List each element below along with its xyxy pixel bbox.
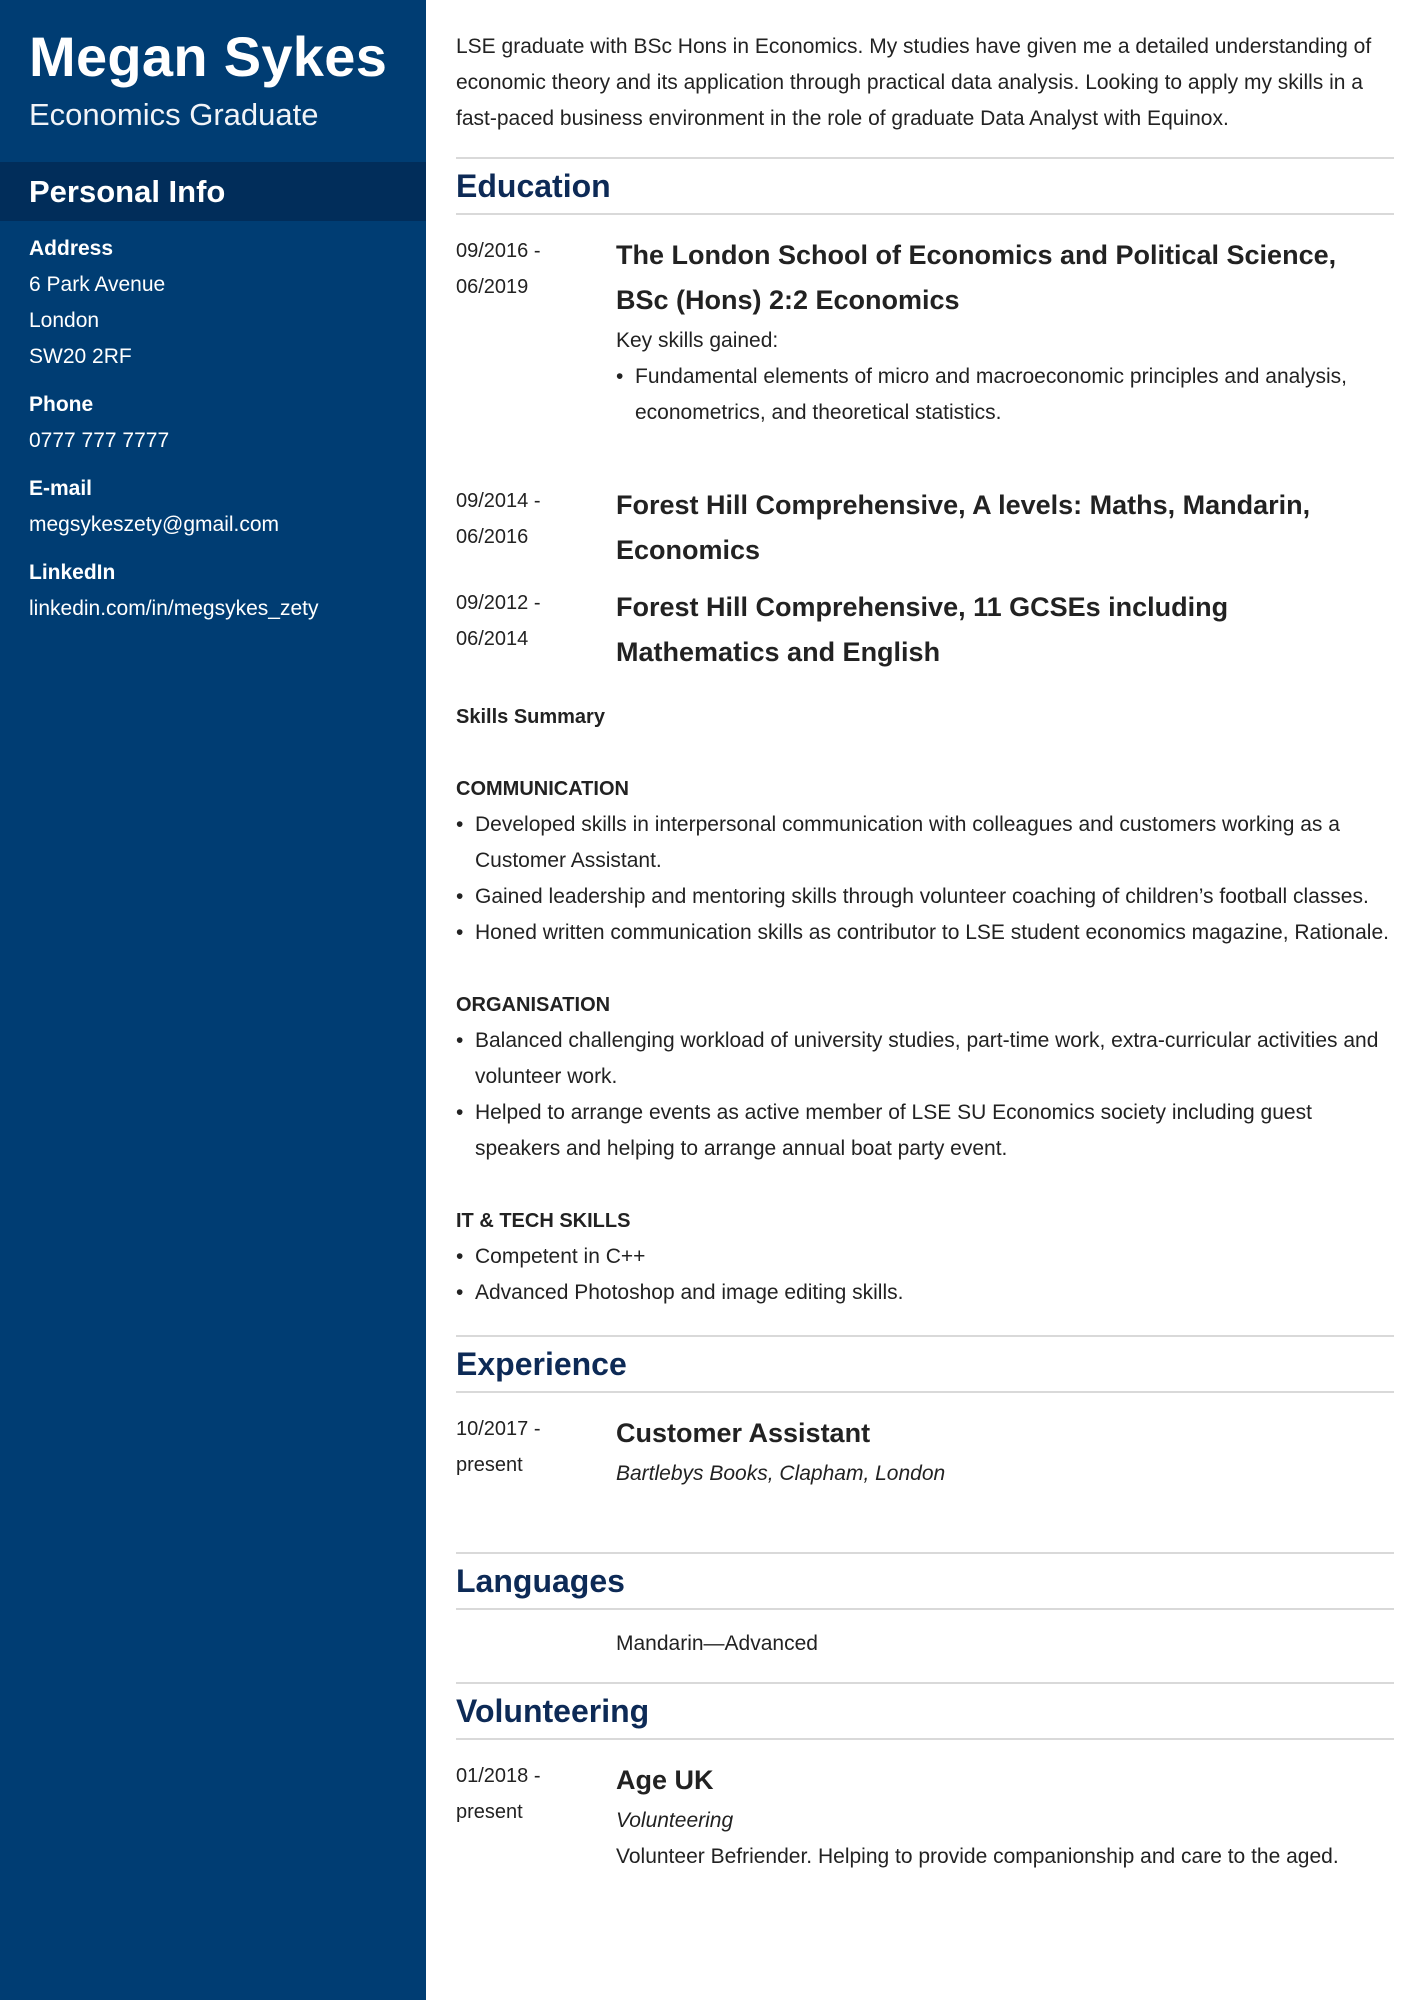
phone-value: 0777 777 7777 <box>29 429 170 452</box>
skill-item: • Competent in C++ <box>456 1239 1394 1275</box>
language-item: Mandarin—Advanced <box>616 1632 818 1655</box>
personal-info-header <box>0 162 426 221</box>
linkedin-label: LinkedIn <box>29 561 116 584</box>
bullet-list <box>616 359 1394 431</box>
date-start: 09/2016 - <box>456 240 541 262</box>
main-content <box>456 0 1394 1875</box>
education-entry <box>456 483 1394 573</box>
skill-category-title: COMMUNICATION <box>456 778 629 800</box>
entry-title: Forest Hill Comprehensive, 11 GCSEs including Mathematics and English <box>616 592 1229 667</box>
entry-title: Customer Assistant <box>616 1418 871 1448</box>
personal-info <box>0 221 426 627</box>
candidate-name: Megan Sykes <box>29 25 388 88</box>
date-end: 06/2019 <box>456 276 529 298</box>
date-start: 09/2012 - <box>456 592 541 614</box>
skill-list <box>456 807 1394 951</box>
skill-item: • Gained leadership and mentoring skills through volunteer coaching of children’s football classes. <box>456 879 1394 915</box>
entry-body <box>616 1411 1394 1492</box>
languages-title: Languages <box>456 1563 625 1599</box>
entry-body <box>616 1758 1394 1875</box>
entry-subtitle: Key skills gained: <box>616 329 779 352</box>
languages-header <box>456 1552 1394 1610</box>
skill-category-title: ORGANISATION <box>456 994 611 1016</box>
entry-date <box>456 1758 616 1875</box>
entry-body <box>616 483 1394 573</box>
entry-title: Age UK <box>616 1765 714 1795</box>
volunteering-title: Volunteering <box>456 1693 650 1729</box>
skill-item: • Honed written communication skills as contributor to LSE student economics magazine, Rationale. <box>456 915 1394 951</box>
experience-header <box>456 1335 1394 1393</box>
entry-date <box>456 1411 616 1492</box>
employer: Bartlebys Books, Clapham, London <box>616 1462 946 1485</box>
entry-title: Forest Hill Comprehensive, A levels: Maths, Mandarin, Economics <box>616 490 1311 565</box>
education-title: Education <box>456 168 611 204</box>
address-line: SW20 2RF <box>29 345 132 368</box>
email-value[interactable]: megsykeszety@gmail.com <box>29 513 280 536</box>
sidebar <box>0 0 426 2000</box>
phone-label: Phone <box>29 393 94 416</box>
skill-item: • Advanced Photoshop and image editing skills. <box>456 1275 1394 1311</box>
skill-item: • Balanced challenging workload of university studies, part-time work, extra-curricular activities and volunteer work. <box>456 1023 1394 1095</box>
date-start: 09/2014 - <box>456 490 541 512</box>
entry-date <box>456 585 616 675</box>
volunteer-role: Volunteering <box>616 1809 734 1832</box>
address-line: London <box>29 309 100 332</box>
entry-date <box>456 483 616 573</box>
date-start: 01/2018 - <box>456 1765 541 1787</box>
entry-body <box>616 233 1394 431</box>
skills-summary-title: Skills Summary <box>456 706 605 728</box>
volunteering-header <box>456 1682 1394 1740</box>
date-end: present <box>456 1801 523 1823</box>
linkedin-value[interactable]: linkedin.com/in/megsykes_zety <box>29 597 319 620</box>
address-label: Address <box>29 237 114 260</box>
skill-list <box>456 1239 1394 1311</box>
date-end: 06/2016 <box>456 526 529 548</box>
volunteering-entry <box>456 1758 1394 1875</box>
education-header <box>456 157 1394 215</box>
volunteer-description: Volunteer Befriender. Helping to provide companionship and care to the aged. <box>616 1845 1339 1868</box>
bullet-item: • Fundamental elements of micro and macroeconomic principles and analysis, econometrics, and theoretical statistics. <box>616 359 1394 431</box>
entry-date <box>456 233 616 431</box>
entry-body <box>616 585 1394 675</box>
personal-info-title: Personal Info <box>29 174 226 209</box>
date-start: 10/2017 - <box>456 1418 541 1440</box>
entry-title: The London School of Economics and Political Science, BSc (Hons) 2:2 Economics <box>616 240 1337 315</box>
date-end: 06/2014 <box>456 628 529 650</box>
skill-category-title: IT & TECH SKILLS <box>456 1210 631 1232</box>
education-entry <box>456 233 1394 431</box>
address-line: 6 Park Avenue <box>29 273 166 296</box>
experience-title: Experience <box>456 1346 627 1382</box>
skill-item: • Developed skills in interpersonal communication with colleagues and customers working as a Customer Assistant. <box>456 807 1394 879</box>
date-end: present <box>456 1454 523 1476</box>
email-label: E-mail <box>29 477 93 500</box>
experience-entry <box>456 1411 1394 1492</box>
profile-summary: LSE graduate with BSc Hons in Economics. My studies have given me a detailed understanding of economic theory and its application through practical data analysis. Looking to apply my skills in a fast-paced business environment in the role of graduate Data Analyst with Equinox. <box>456 35 1372 130</box>
skill-list <box>456 1023 1394 1167</box>
skill-item: • Helped to arrange events as active member of LSE SU Economics society including guest speakers and helping to arrange annual boat party event. <box>456 1095 1394 1167</box>
education-entry <box>456 585 1394 675</box>
candidate-title: Economics Graduate <box>29 97 319 132</box>
